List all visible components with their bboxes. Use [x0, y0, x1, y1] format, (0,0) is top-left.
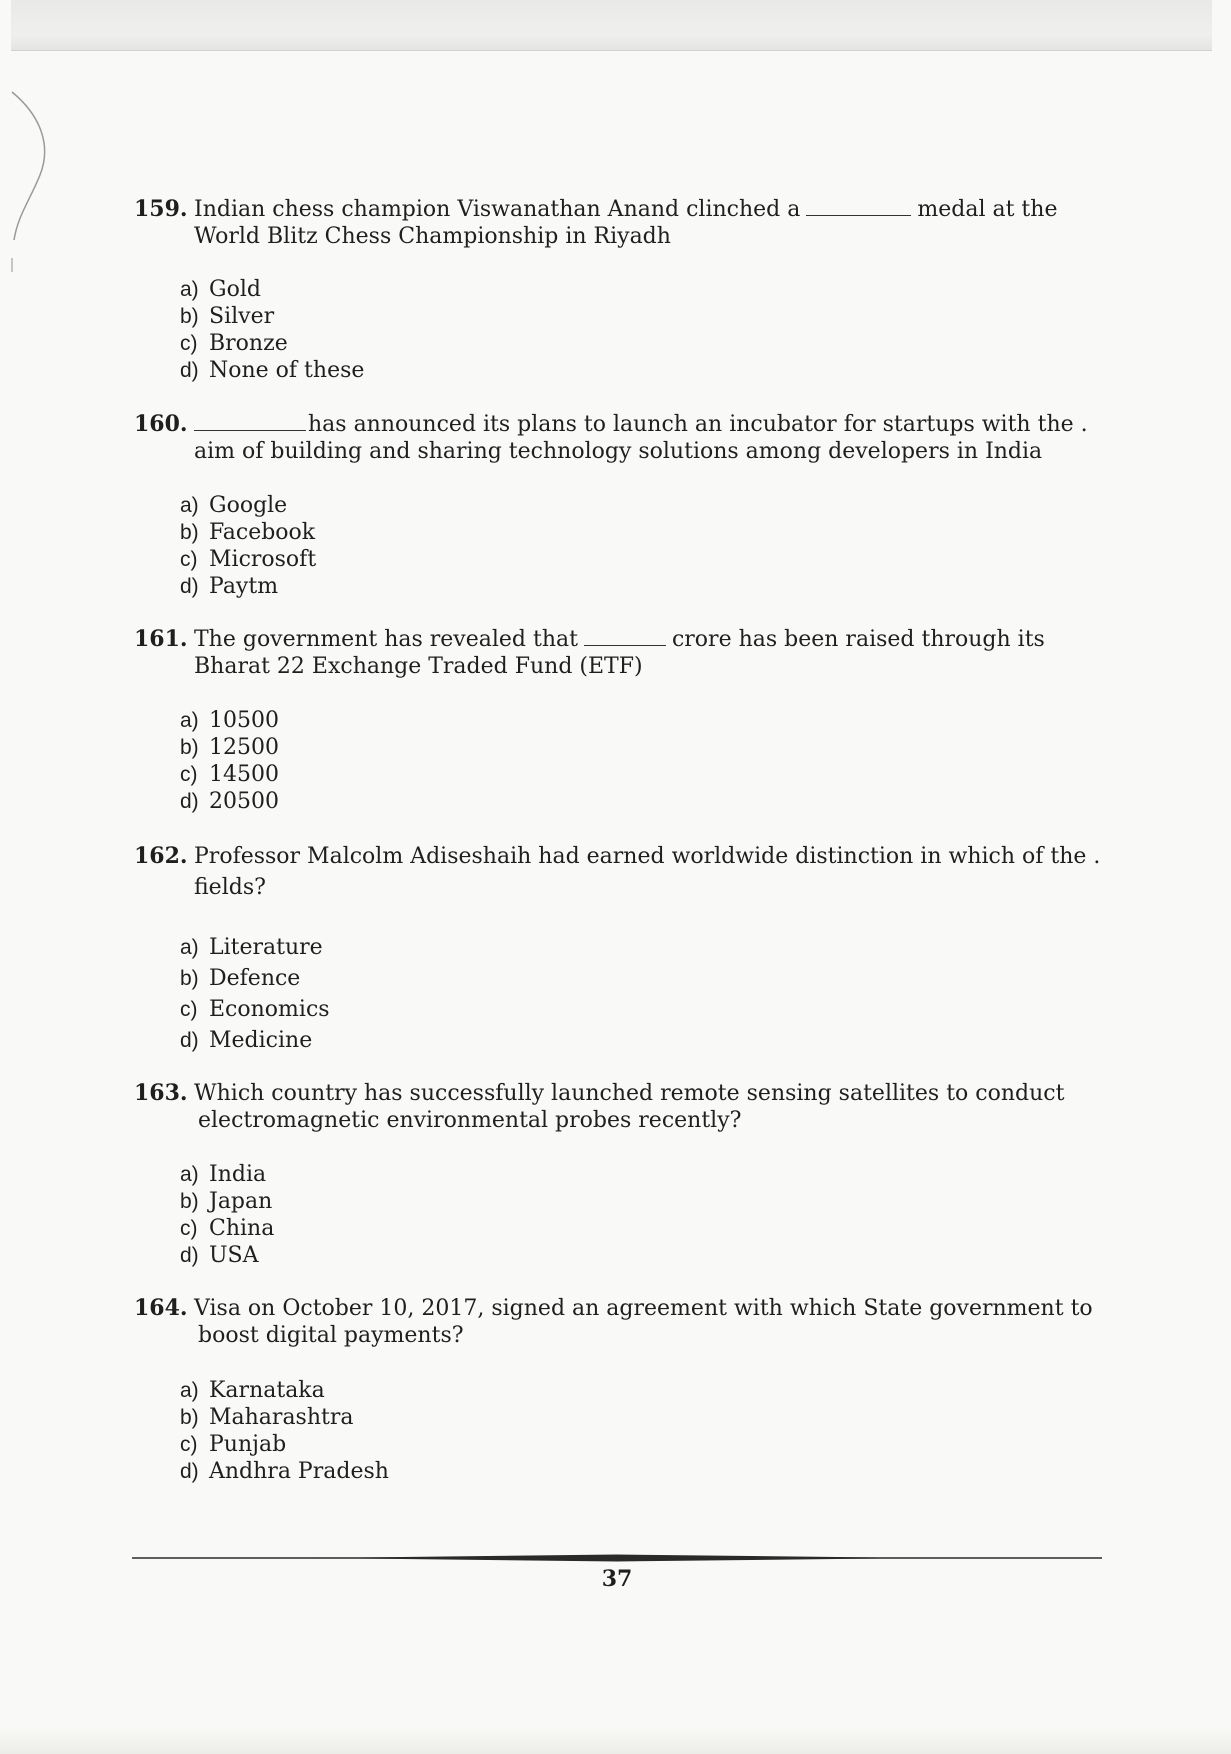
- question-line-1: Professor Malcolm Adiseshaih had earned worldwide distinction in which of the .: [194, 844, 1101, 869]
- page-edge-curve: [0, 90, 60, 290]
- options-164: [180, 1377, 780, 1485]
- question-text: [194, 196, 1204, 250]
- option-label: c): [180, 763, 198, 786]
- options-162: [180, 932, 780, 1056]
- option-d: [180, 573, 780, 600]
- option-label: a): [180, 1379, 199, 1402]
- option-text: Facebook: [209, 520, 316, 545]
- option-label: a): [180, 494, 199, 517]
- option-text: Google: [209, 493, 288, 518]
- option-text: Japan: [209, 1189, 273, 1214]
- question-text: [194, 1080, 1204, 1134]
- option-b: [180, 519, 780, 546]
- question-line-1: Visa on October 10, 2017, signed an agreement with which State government to: [194, 1296, 1093, 1321]
- option-text: Literature: [209, 935, 323, 960]
- option-text: USA: [209, 1243, 259, 1268]
- option-text: Silver: [209, 304, 275, 329]
- question-text: [194, 841, 1204, 903]
- question-163: [134, 1080, 1204, 1134]
- option-text: Paytm: [209, 574, 279, 599]
- option-text: 10500: [209, 708, 279, 733]
- option-d: [180, 1025, 780, 1056]
- option-text: Microsoft: [209, 547, 317, 572]
- option-b: [180, 734, 780, 761]
- option-label: d): [180, 1244, 199, 1267]
- question-line-2: aim of building and sharing technology solutions among developers in India: [194, 439, 1043, 464]
- footer-rule: [132, 1552, 1102, 1564]
- answer-blank: [584, 627, 666, 646]
- question-161: [134, 626, 1204, 680]
- options-159: [180, 276, 780, 384]
- question-line-2: World Blitz Chess Championship in Riyadh: [194, 224, 671, 249]
- option-c: [180, 761, 780, 788]
- question-number: 162.: [134, 843, 188, 869]
- option-label: d): [180, 575, 199, 598]
- option-label: b): [180, 305, 199, 328]
- question-line-1: [194, 196, 1204, 223]
- option-text: 20500: [209, 789, 279, 814]
- option-label: d): [180, 1460, 199, 1483]
- option-text: Economics: [209, 997, 330, 1022]
- question-159: [134, 196, 1204, 250]
- options-160: [180, 492, 780, 600]
- option-c: [180, 330, 780, 357]
- option-label: c): [180, 1433, 198, 1456]
- question-text: [194, 411, 1204, 465]
- option-label: d): [180, 1029, 199, 1052]
- option-label: c): [180, 548, 198, 571]
- option-b: [180, 303, 780, 330]
- question-number: 161.: [134, 626, 188, 652]
- question-line-2: Bharat 22 Exchange Traded Fund (ETF): [194, 654, 643, 679]
- option-label: b): [180, 1406, 199, 1429]
- option-label: b): [180, 967, 199, 990]
- option-a: [180, 1161, 780, 1188]
- question-text-before-blank: Indian chess champion Viswanathan Anand clinched a: [194, 197, 801, 222]
- question-line-2: fields?: [194, 875, 266, 900]
- option-label: a): [180, 936, 199, 959]
- option-a: [180, 276, 780, 303]
- question-text-after-blank: crore has been raised through its: [671, 627, 1045, 652]
- option-text: India: [209, 1162, 267, 1187]
- option-text: Defence: [209, 966, 301, 991]
- option-label: b): [180, 736, 199, 759]
- question-text-before-blank: The government has revealed that: [194, 627, 578, 652]
- question-text-after-blank: has announced its plans to launch an incubator for startups with the .: [308, 412, 1088, 437]
- question-text: [194, 626, 1204, 680]
- question-164: [134, 1295, 1204, 1349]
- option-text: Karnataka: [209, 1378, 325, 1403]
- option-text: Medicine: [209, 1028, 313, 1053]
- option-a: [180, 492, 780, 519]
- question-line-2: boost digital payments?: [198, 1323, 464, 1348]
- option-d: [180, 1242, 780, 1269]
- question-160: [134, 411, 1204, 465]
- option-text: Gold: [209, 277, 261, 302]
- option-label: b): [180, 1190, 199, 1213]
- option-label: a): [180, 709, 199, 732]
- option-a: [180, 1377, 780, 1404]
- option-b: [180, 963, 780, 994]
- scan-top-edge: [11, 0, 1212, 51]
- question-line-1: [194, 411, 1204, 438]
- option-c: [180, 1431, 780, 1458]
- option-b: [180, 1188, 780, 1215]
- option-c: [180, 1215, 780, 1242]
- option-label: a): [180, 278, 199, 301]
- option-label: d): [180, 790, 199, 813]
- option-a: [180, 932, 780, 963]
- option-d: [180, 357, 780, 384]
- option-text: 12500: [209, 735, 279, 760]
- question-number: 159.: [134, 196, 188, 222]
- question-number: 160.: [134, 411, 188, 437]
- option-text: Maharashtra: [209, 1405, 354, 1430]
- option-text: Bronze: [209, 331, 288, 356]
- option-label: c): [180, 998, 198, 1021]
- option-text: Andhra Pradesh: [209, 1459, 389, 1484]
- option-d: [180, 788, 780, 815]
- option-text: Punjab: [209, 1432, 287, 1457]
- page-number: 37: [601, 1566, 633, 1592]
- option-b: [180, 1404, 780, 1431]
- option-text: 14500: [209, 762, 279, 787]
- option-text: None of these: [209, 358, 365, 383]
- question-text: [194, 1295, 1204, 1349]
- option-label: d): [180, 359, 199, 382]
- question-number: 163.: [134, 1080, 188, 1106]
- options-163: [180, 1161, 780, 1269]
- question-line-1: Which country has successfully launched remote sensing satellites to conduct: [194, 1081, 1065, 1106]
- option-text: China: [209, 1216, 275, 1241]
- option-c: [180, 994, 780, 1025]
- scan-bottom-edge: [0, 1726, 1231, 1754]
- answer-blank: [806, 197, 911, 216]
- question-number: 164.: [134, 1295, 188, 1321]
- question-line-2: electromagnetic environmental probes recently?: [198, 1108, 742, 1133]
- option-label: c): [180, 1217, 198, 1240]
- question-162: [134, 841, 1204, 903]
- option-label: c): [180, 332, 198, 355]
- options-161: [180, 707, 780, 815]
- option-d: [180, 1458, 780, 1485]
- option-label: a): [180, 1163, 199, 1186]
- option-c: [180, 546, 780, 573]
- question-line-1: [194, 626, 1204, 653]
- question-text-after-blank: medal at the: [917, 197, 1058, 222]
- answer-blank: [194, 412, 306, 431]
- option-a: [180, 707, 780, 734]
- option-label: b): [180, 521, 199, 544]
